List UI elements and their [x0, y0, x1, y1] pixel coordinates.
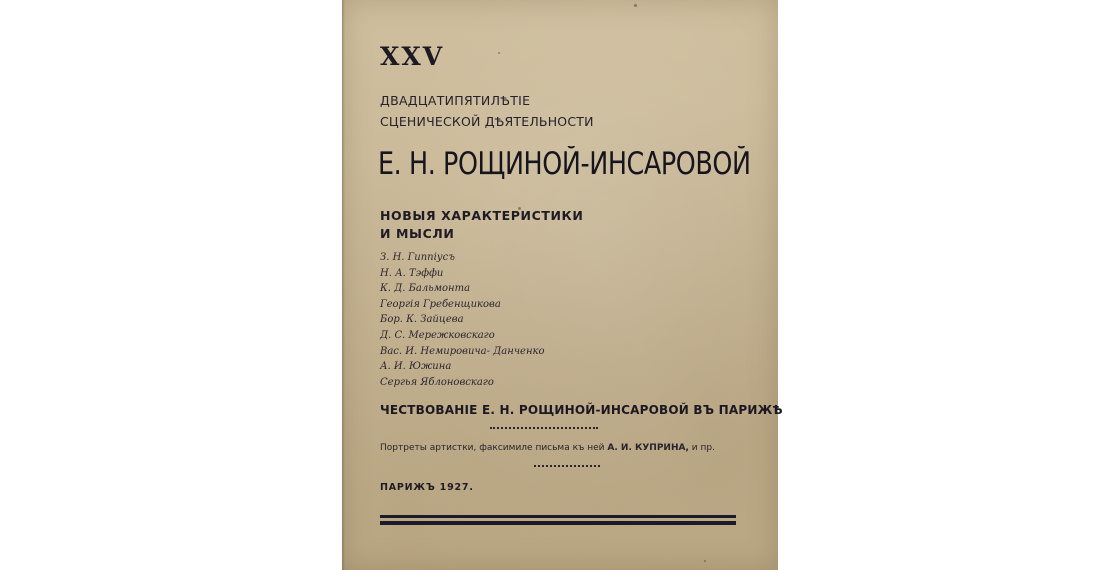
subtitle-line-1: НОВЫЯ ХАРАКТЕРИСТИКИ: [380, 208, 584, 223]
imprint-line: ПАРИЖЪ 1927.: [380, 482, 474, 493]
paper-speck: [704, 560, 706, 562]
portraits-note: [380, 443, 715, 453]
subtitle-line-2: И МЫСЛИ: [380, 226, 455, 241]
cover-edge-shadow: [342, 0, 345, 570]
celebration-heading: ЧЕСТВОВАНІЕ Е. Н. РОЩИНОЙ-ИНСАРОВОЙ ВЪ ПАРИЖѢ: [380, 403, 783, 417]
author-item: Сергья Яблоновскаго: [380, 376, 494, 388]
paper-speck: [498, 52, 500, 54]
author-item: Георгія Гребенщикова: [380, 298, 501, 310]
anniversary-line-1: ДВАДЦАТИПЯТИЛѢТІЕ: [380, 93, 531, 108]
cover-numeral: XXV: [380, 42, 445, 71]
author-item: Н. А. Тэффи: [380, 267, 444, 279]
portraits-text: Портреты артистки, факсимиле письма къ ней: [380, 443, 605, 453]
bottom-rule-thin: [380, 515, 736, 518]
dotted-divider: [534, 465, 600, 467]
author-item: Д. С. Мережковскаго: [380, 329, 495, 341]
author-item: А. И. Южина: [380, 361, 452, 373]
author-item: Бор. К. Зайцева: [380, 314, 464, 326]
dotted-divider: [490, 427, 598, 429]
author-item: Вас. И. Немировича- Данченко: [380, 345, 545, 357]
bottom-rule-thick: [380, 521, 736, 525]
book-cover: [342, 0, 783, 570]
paper-speck: [634, 4, 637, 7]
portraits-tail: и пр.: [691, 443, 715, 453]
author-item: З. Н. Гиппіусъ: [380, 252, 455, 263]
author-item: К. Д. Бальмонта: [380, 283, 471, 295]
portraits-author: А. И. КУПРИНА,: [607, 443, 689, 453]
author-list: [380, 250, 545, 390]
anniversary-line-2: СЦЕНИЧЕСКОЙ ДѢЯТЕЛЬНОСТИ: [380, 114, 594, 129]
honoree-name: Е. Н. РОЩИНОЙ-ИНСАРОВОЙ: [378, 146, 751, 182]
paper-speck: [518, 207, 521, 210]
